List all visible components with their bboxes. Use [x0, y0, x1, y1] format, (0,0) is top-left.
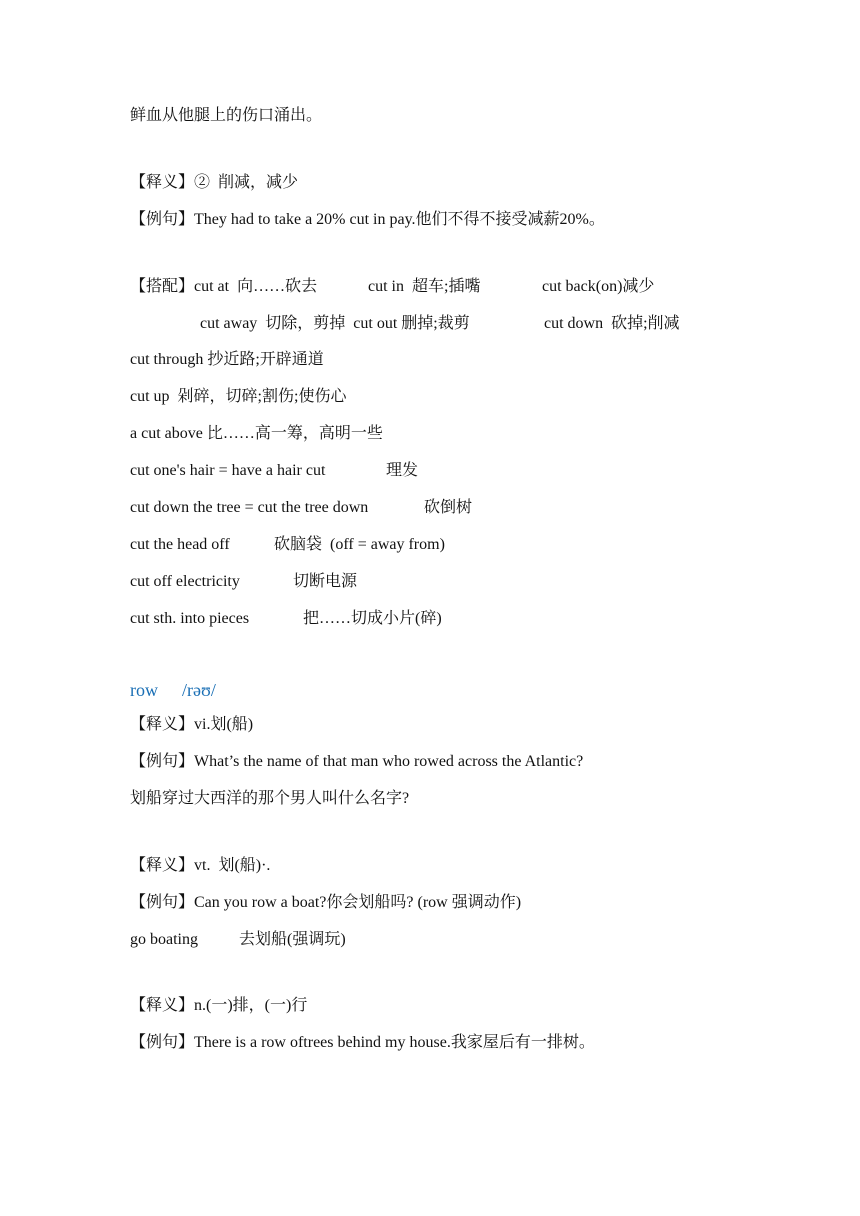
phrase-en: cut the head off: [130, 536, 230, 553]
phrase-zh: 砍脑袋 (off = away from): [274, 536, 445, 553]
phrase-en: go boating: [130, 931, 198, 948]
collocation-item: cut up 剁碎，切碎;割伤;使伤心: [130, 388, 347, 405]
phrase-zh: 把……切成小片(碎): [303, 610, 442, 627]
collocation-item: cut through 抄近路;开辟通道: [130, 351, 324, 368]
example-line: 【例句】They had to take a 20% cut in pay.他们不得不接受减薪20%。: [130, 211, 605, 228]
collocation-item: cut down 砍掉;削减: [544, 315, 680, 332]
definition-line: 【释义】vi.划(船): [130, 716, 254, 733]
phrase-en: cut down the tree = cut the tree down: [130, 499, 369, 516]
collocation-item: cut away 切除，剪掉 cut out 删掉;裁剪: [200, 315, 470, 332]
example-line: 【例句】Can you row a boat?你会划船吗? (row 强调动作): [130, 894, 522, 911]
phrase-en: cut sth. into pieces: [130, 610, 250, 627]
definition-line: 【释义】n.(一)排，(一)行: [130, 997, 308, 1014]
entry-phonetic: /rəʊ/: [182, 680, 216, 700]
example-line: 【例句】What’s the name of that man who rowed across the Atlantic?: [130, 753, 584, 770]
phrase-zh: 理发: [386, 462, 419, 479]
example-line: 【例句】There is a row oftrees behind my house.我家屋后有一排树。: [130, 1034, 595, 1051]
example-translation: 划船穿过大西洋的那个男人叫什么名字?: [130, 790, 410, 807]
definition-line: 【释义】② 削减，减少: [130, 174, 299, 191]
collocation-item: a cut above 比……高一筹，高明一些: [130, 425, 383, 442]
phrase-zh: 切断电源: [293, 573, 358, 590]
collocation-item: cut back(on)减少: [542, 278, 655, 295]
phrase-en: cut off electricity: [130, 573, 240, 590]
collocation-line: 【搭配】cut at 向……砍去: [130, 278, 318, 295]
definition-line: 【释义】vt. 划(船)·.: [130, 857, 271, 874]
collocation-item: cut in 超车;插嘴: [368, 278, 481, 295]
phrase-zh: 砍倒树: [424, 499, 473, 516]
phrase-zh: 去划船(强调玩): [239, 931, 346, 948]
entry-word: row: [130, 680, 158, 700]
example-translation: 鲜血从他腿上的伤口涌出。: [130, 107, 323, 124]
phrase-en: cut one's hair = have a hair cut: [130, 462, 326, 479]
